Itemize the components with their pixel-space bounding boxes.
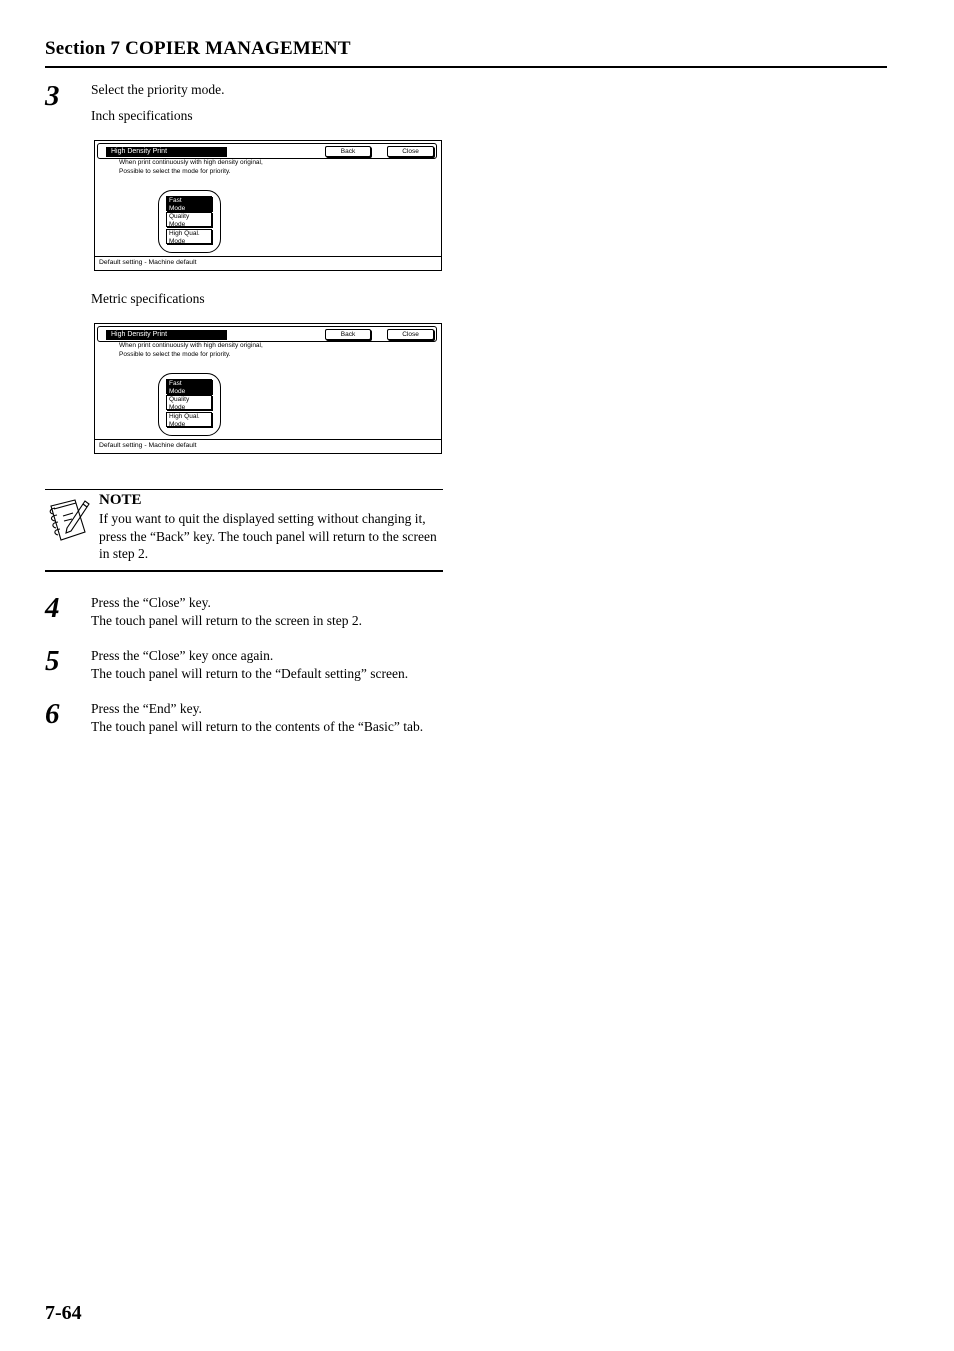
option-label: Quality (169, 213, 190, 220)
panel-title: High Density Print (106, 147, 227, 157)
note-text: If you want to quit the displayed setting without changing it, press the “Back” key. The touch panel will return to the screen in step 2. (99, 511, 437, 561)
note-title: NOTE (99, 492, 142, 508)
option-label: Quality (169, 396, 190, 403)
option-label: High Qual. (169, 230, 200, 237)
option-label: Mode (169, 420, 186, 427)
panel-description (119, 159, 263, 176)
section-title: Section 7 COPIER MANAGEMENT (45, 38, 351, 59)
back-button[interactable]: Back (325, 146, 371, 157)
description-line-1: When print continuously with high density original, (119, 342, 263, 349)
panel-title: High Density Print (106, 330, 227, 340)
option-label: Mode (169, 403, 186, 410)
high-qual-mode-button[interactable] (166, 412, 212, 427)
back-button[interactable]: Back (325, 329, 371, 340)
quality-mode-button[interactable] (166, 212, 212, 227)
panel-description (119, 342, 263, 359)
option-label: Fast (169, 380, 182, 387)
header-rule (45, 66, 887, 68)
close-button[interactable]: Close (387, 146, 434, 157)
touch-panel-inch (94, 140, 442, 271)
option-label: Mode (169, 387, 186, 394)
option-label: High Qual. (169, 413, 200, 420)
note-rule-bottom (45, 570, 443, 572)
option-label: Mode (169, 237, 186, 244)
step-5-number: 5 (45, 645, 60, 677)
panel-top-bar (97, 326, 437, 342)
step-4-line-1: Press the “Close” key. (91, 595, 211, 610)
step-4-number: 4 (45, 592, 60, 624)
panel-footer: Default setting - Machine default (95, 439, 441, 453)
close-button[interactable]: Close (387, 329, 434, 340)
description-line-2: Possible to select the mode for priority. (119, 350, 231, 358)
step-3-instruction: Select the priority mode. (91, 82, 225, 97)
priority-mode-group (158, 190, 221, 253)
description-line-2: Possible to select the mode for priority. (119, 167, 231, 175)
step-6-line-1: Press the “End” key. (91, 701, 202, 716)
step-6-number: 6 (45, 698, 60, 730)
step-5-line-2: The touch panel will return to the “Default setting” screen. (91, 666, 409, 681)
metric-spec-label: Metric specifications (91, 291, 205, 306)
page-number: 7-64 (45, 1302, 82, 1324)
quality-mode-button[interactable] (166, 395, 212, 410)
option-label: Mode (169, 220, 186, 227)
high-qual-mode-button[interactable] (166, 229, 212, 244)
priority-mode-group (158, 373, 221, 436)
step-6-line-2: The touch panel will return to the contents of the “Basic” tab. (91, 719, 424, 734)
fast-mode-button[interactable] (166, 379, 212, 394)
step-5-line-1: Press the “Close” key once again. (91, 648, 274, 663)
step-3-number: 3 (45, 80, 60, 112)
touch-panel-metric (94, 323, 442, 454)
option-label: Fast (169, 197, 182, 204)
option-label: Mode (169, 204, 186, 211)
panel-footer: Default setting - Machine default (95, 256, 441, 270)
step-4-line-2: The touch panel will return to the screen in step 2. (91, 613, 363, 628)
fast-mode-button[interactable] (166, 196, 212, 211)
panel-top-bar (97, 143, 437, 159)
description-line-1: When print continuously with high density original, (119, 159, 263, 166)
note-icon (45, 496, 93, 546)
note-rule-top (45, 489, 443, 490)
inch-spec-label: Inch specifications (91, 108, 193, 123)
